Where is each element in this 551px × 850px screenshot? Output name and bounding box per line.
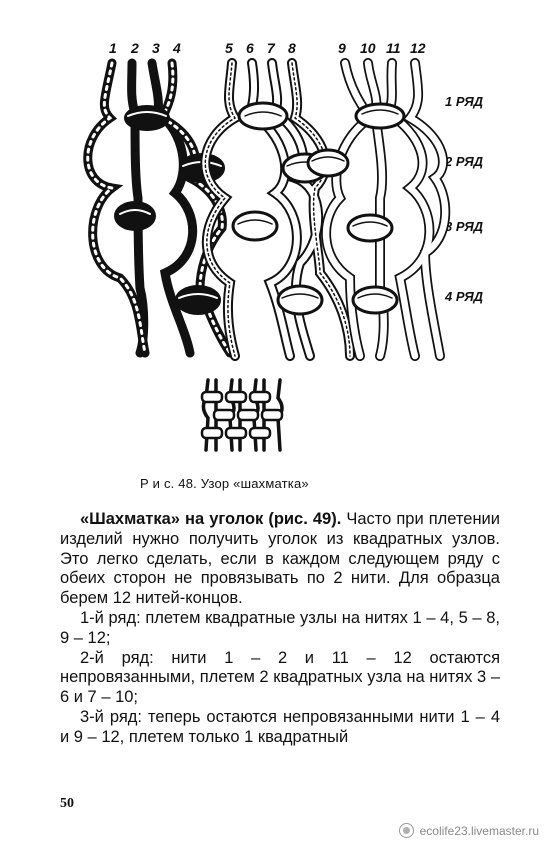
thread-number-10: 10 bbox=[360, 40, 376, 56]
thread-number-6: 6 bbox=[246, 40, 254, 56]
row-label-4: 4 РЯД bbox=[445, 289, 484, 304]
thread-number-11: 11 bbox=[386, 40, 401, 56]
row-label-3: 3 РЯД bbox=[445, 219, 484, 234]
thread-number-2: 2 bbox=[131, 40, 139, 56]
row-3-instruction: 3-й ряд: теперь остаются непровязанными нити 1 – 4 и 9 – 12, плетем только 1 квадратный bbox=[60, 707, 500, 746]
body-text bbox=[60, 510, 500, 748]
watermark-text: ecolife23.livemaster.ru bbox=[419, 823, 539, 838]
figure-caption: Р и с. 48. Узор «шахматка» bbox=[140, 476, 309, 491]
macrame-chess-pattern-illustration bbox=[50, 38, 510, 368]
row-1-instruction: 1-й ряд: плетем квадратные узлы на нитях 1 – 4, 5 – 8, 9 – 12; bbox=[60, 608, 500, 647]
row-2-instruction: 2-й ряд: нити 1 – 2 и 11 – 12 остаются непровязанными, плетем 2 квадратных узла на нитях 3 – 6 и 7 – 10; bbox=[60, 648, 500, 707]
chess-pattern-thumbnail bbox=[194, 378, 294, 453]
thread-number-5: 5 bbox=[225, 40, 233, 56]
thread-number-8: 8 bbox=[288, 40, 296, 56]
thread-number-12: 12 bbox=[410, 40, 426, 56]
thread-number-7: 7 bbox=[267, 40, 275, 56]
thread-number-3: 3 bbox=[152, 40, 160, 56]
intro-paragraph bbox=[60, 510, 500, 609]
intro-text: Часто при плетении изделий нужно получить уголок из квадратных узлов. Это легко сделать, если в каждом следующем ряду с обеих сторон не провязывать по 2 нити. Для образца берем 12 нитей-концов. bbox=[60, 510, 500, 608]
watermark bbox=[399, 823, 539, 838]
livemaster-logo-icon bbox=[399, 823, 414, 838]
thread-number-1: 1 bbox=[109, 40, 117, 56]
row-label-1: 1 РЯД bbox=[445, 94, 484, 109]
section-heading: «Шахматка» на уголок (рис. 49). bbox=[80, 510, 342, 528]
row-label-2: 2 РЯД bbox=[445, 154, 484, 169]
page-number: 50 bbox=[60, 796, 74, 811]
thread-number-9: 9 bbox=[338, 40, 346, 56]
thread-number-4: 4 bbox=[173, 40, 181, 56]
